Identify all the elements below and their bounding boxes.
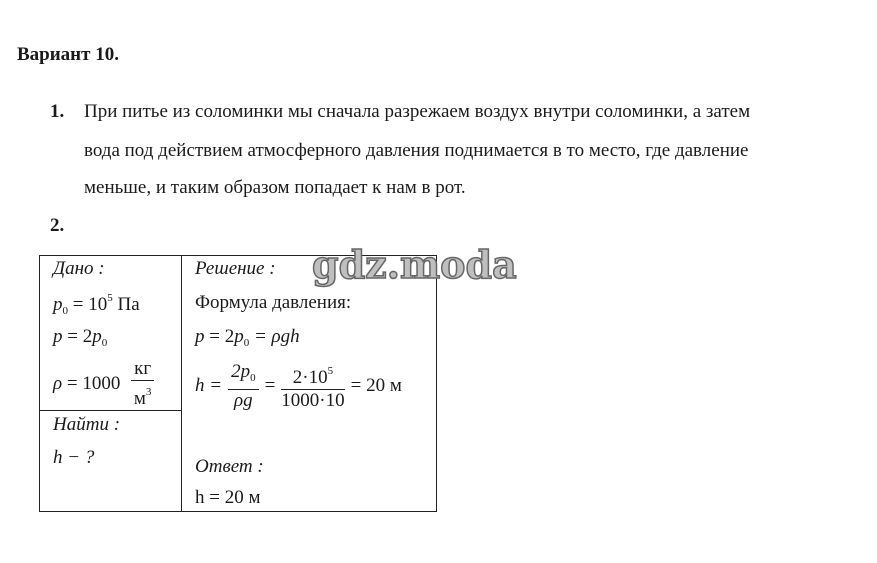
- task-1-line-2: вода под действием атмосферного давления поднимается в то место, где давление: [84, 140, 749, 161]
- task-2-number: 2.: [50, 215, 65, 236]
- task-1-number: 1.: [50, 101, 65, 122]
- table-vertical-divider: [181, 255, 182, 511]
- given-p0: $p_0 = 10^5$ Па: [53, 292, 140, 317]
- table-horizontal-divider: [39, 410, 182, 411]
- find-header: Найти :: [53, 414, 121, 435]
- given-header: Дано :: [53, 258, 105, 279]
- given-p: $p = 2p_0$: [53, 326, 108, 349]
- equation-2: h = $\frac{2p_0}{\rho g}$ = $\frac{2\cdot 10^5}{1000\cdot 10}$ = 20 м: [195, 360, 402, 411]
- watermark: gdz.moda: [312, 242, 517, 287]
- solution-header: Решение :: [195, 258, 276, 279]
- formula-label: Формула давления:: [195, 292, 352, 313]
- page-title: Вариант 10.: [17, 44, 119, 65]
- equation-1: $p = 2p_0 = \rho gh$: [195, 326, 300, 349]
- answer-value: h = 20 м: [195, 487, 261, 508]
- find-value: h − ?: [53, 447, 95, 468]
- task-1-line-1: При питье из соломинки мы сначала разрежаем воздух внутри соломинки, а затем: [84, 101, 751, 122]
- answer-header: Ответ :: [195, 456, 264, 477]
- task-1-line-3: меньше, и таким образом попадает к нам в рот.: [84, 177, 466, 198]
- given-rho: ρ = 1000 $\frac{кг}{м^3}$: [53, 358, 154, 410]
